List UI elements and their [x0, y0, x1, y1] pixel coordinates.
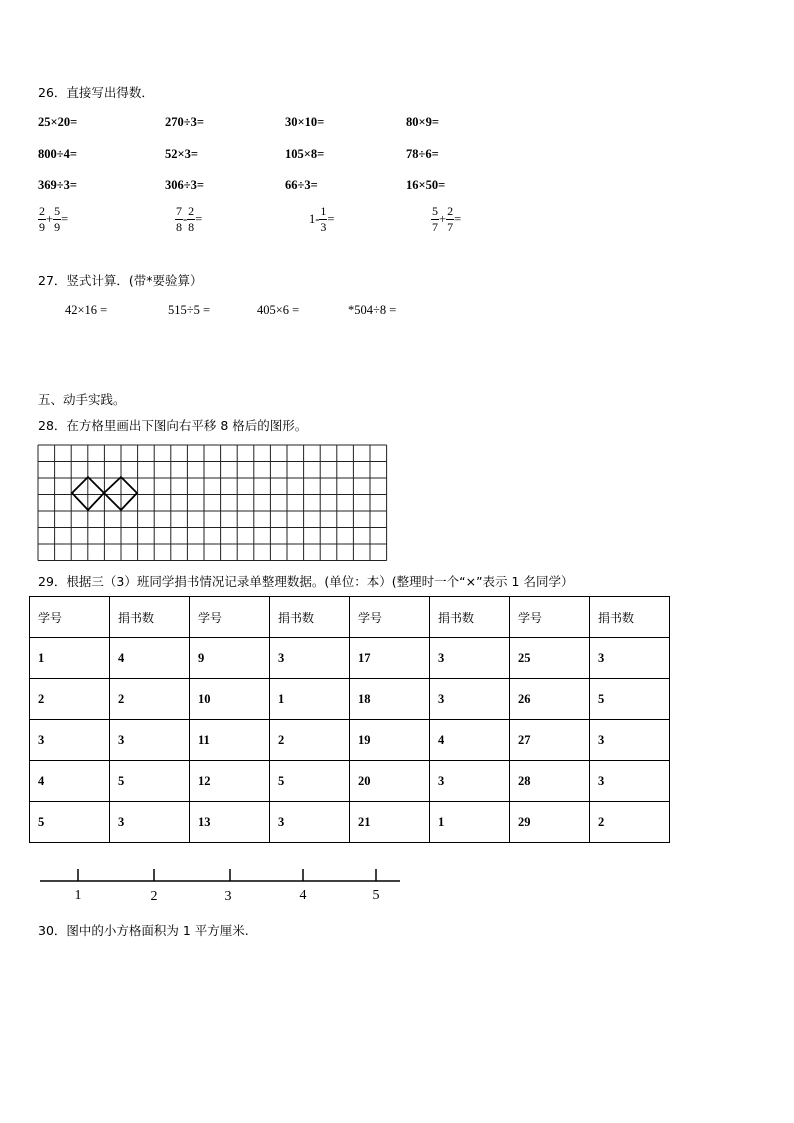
calc-item: 52×3= — [165, 147, 198, 161]
table-cell: 4 — [30, 761, 110, 802]
calc-item: 369÷3= — [38, 178, 77, 192]
q26-title: 26．直接写出得数． — [38, 85, 154, 100]
table-row — [30, 802, 670, 843]
table-cell: 25 — [510, 638, 590, 679]
table-cell: 27 — [510, 720, 590, 761]
vertical-calc-item: *504÷8 = — [348, 303, 397, 317]
header-cell: 学号 — [190, 597, 270, 638]
calc-item: 16×50= — [406, 178, 446, 192]
axis-label: 4 — [299, 888, 307, 903]
axis-label: 3 — [224, 889, 232, 904]
donation-table — [29, 596, 670, 843]
table-cell: 3 — [590, 761, 670, 802]
table-cell: 20 — [350, 761, 430, 802]
table-cell: 5 — [590, 679, 670, 720]
table-cell: 21 — [350, 802, 430, 843]
table-cell: 3 — [110, 720, 190, 761]
table-cell: 3 — [270, 802, 350, 843]
vertical-calc-item: 42×16 = — [65, 303, 108, 317]
table-cell: 10 — [190, 679, 270, 720]
calc-item: 25×20= — [38, 115, 78, 129]
table-row — [30, 761, 670, 802]
translation-grid[interactable] — [37, 444, 389, 561]
table-cell: 1 — [270, 679, 350, 720]
table-cell: 11 — [190, 720, 270, 761]
table-cell: 29 — [510, 802, 590, 843]
calc-item: 66÷3= — [285, 178, 318, 192]
tally-axis[interactable] — [38, 866, 402, 906]
table-cell: 3 — [110, 802, 190, 843]
table-cell: 3 — [270, 638, 350, 679]
header-cell: 学号 — [510, 597, 590, 638]
calc-item: 78÷6= — [406, 147, 439, 161]
q27-title: 27．竖式计算．(带*要验算） — [38, 273, 203, 288]
table-cell: 3 — [590, 638, 670, 679]
header-cell: 捐书数 — [270, 597, 350, 638]
table-cell: 2 — [590, 802, 670, 843]
fraction-item: $\frac{2}{9}$ + $\frac{5}{9}$ = — [39, 204, 69, 234]
header-cell: 学号 — [30, 597, 110, 638]
table-cell: 3 — [430, 679, 510, 720]
axis-label: 5 — [372, 888, 380, 903]
table-cell: 5 — [270, 761, 350, 802]
header-cell: 捐书数 — [430, 597, 510, 638]
table-row — [30, 679, 670, 720]
table-cell: 13 — [190, 802, 270, 843]
table-cell: 5 — [110, 761, 190, 802]
table-cell: 2 — [110, 679, 190, 720]
calc-item: 800÷4= — [38, 147, 77, 161]
calc-item: 306÷3= — [165, 178, 204, 192]
table-cell: 2 — [30, 679, 110, 720]
section-5-title: 五、动手实践。 — [38, 392, 126, 407]
table-row — [30, 638, 670, 679]
calc-item: 30×10= — [285, 115, 325, 129]
q29-title: 29．根据三（3）班同学捐书情况记录单整理数据。(单位：本）(整理时一个“×”表示 1 名同学） — [38, 574, 574, 589]
table-cell: 26 — [510, 679, 590, 720]
table-cell: 3 — [430, 638, 510, 679]
axis-label: 2 — [150, 889, 158, 904]
q30-title: 30．图中的小方格面积为 1 平方厘米. — [38, 923, 249, 938]
fraction-item: $\frac{7}{8}$ - $\frac{2}{8}$ = — [176, 204, 203, 234]
table-cell: 5 — [30, 802, 110, 843]
header-cell: 捐书数 — [110, 597, 190, 638]
calc-item: 80×9= — [406, 115, 439, 129]
fraction-item: 1- $\frac{1}{3}$ = — [309, 204, 335, 234]
calc-item: 270÷3= — [165, 115, 204, 129]
table-cell: 17 — [350, 638, 430, 679]
table-cell: 3 — [430, 761, 510, 802]
table-cell: 3 — [30, 720, 110, 761]
table-cell: 12 — [190, 761, 270, 802]
table-cell: 18 — [350, 679, 430, 720]
table-row — [30, 720, 670, 761]
vertical-calc-item: 405×6 = — [257, 303, 300, 317]
table-cell: 1 — [30, 638, 110, 679]
table-cell: 9 — [190, 638, 270, 679]
table-cell: 4 — [110, 638, 190, 679]
table-cell: 4 — [430, 720, 510, 761]
table-cell: 1 — [430, 802, 510, 843]
header-cell: 捐书数 — [590, 597, 670, 638]
vertical-calc-item: 515÷5 = — [168, 303, 211, 317]
axis-label: 1 — [74, 888, 82, 903]
table-header-row — [30, 597, 670, 638]
table-cell: 19 — [350, 720, 430, 761]
header-cell: 学号 — [350, 597, 430, 638]
table-cell: 2 — [270, 720, 350, 761]
table-cell: 28 — [510, 761, 590, 802]
q28-title: 28．在方格里画出下图向右平移 8 格后的图形。 — [38, 418, 308, 433]
fraction-item: $\frac{5}{7}$ + $\frac{2}{7}$ = — [432, 204, 462, 234]
calc-item: 105×8= — [285, 147, 325, 161]
table-cell: 3 — [590, 720, 670, 761]
